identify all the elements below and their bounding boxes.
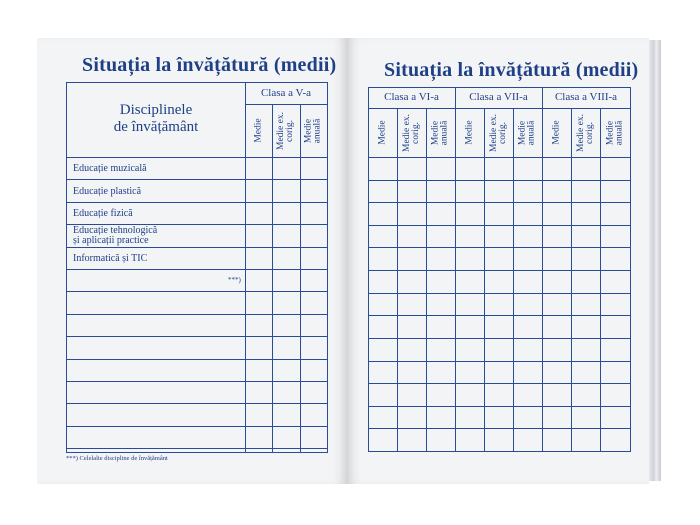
column-header-label: Medie: [253, 118, 264, 143]
row-divider: [66, 426, 327, 427]
column-header-label: Medie anuală: [303, 118, 323, 143]
row-divider: [66, 202, 327, 203]
column-header-label: Medie ex. corig.: [401, 113, 421, 152]
subject-label: Educație plastică: [73, 185, 142, 197]
row-divider: [368, 315, 630, 316]
row-divider: [66, 179, 327, 180]
row-divider: [368, 202, 630, 203]
table-left-border: [66, 82, 67, 452]
left-page-title: Situația la învățătură (medii): [82, 54, 337, 76]
row-divider: [368, 428, 630, 429]
class-header-underline: [368, 108, 630, 109]
right-page-title: Situația la învățătură (medii): [384, 59, 639, 81]
column-header-label: Medie: [464, 120, 475, 145]
subject-label: Informatică și TIC: [73, 252, 148, 264]
row-divider: [368, 383, 630, 384]
column-header-label: Medie ex. corig.: [488, 113, 508, 152]
column-divider: [455, 87, 456, 451]
row-divider: [368, 180, 630, 181]
row-divider: [368, 247, 630, 248]
table-left-border: [368, 87, 369, 451]
extra-subjects-marker: ***): [228, 276, 241, 284]
column-header-label: Medie ex. corig.: [575, 113, 595, 152]
row-divider: [368, 406, 630, 407]
header-bottom-line: [368, 157, 630, 158]
row-divider: [368, 361, 630, 362]
column-divider: [397, 108, 398, 451]
table-bottom-border: [368, 451, 631, 452]
class-label: Clasa a VIII-a: [554, 91, 618, 103]
disciplines-header: [68, 102, 244, 136]
table-top-border: [368, 87, 631, 88]
footnote: ***) Celelalte discipline de învățământ: [66, 455, 168, 462]
column-header-label: Medie anuală: [517, 120, 537, 145]
row-divider: [66, 448, 327, 449]
column-divider: [542, 87, 543, 451]
column-header-label: Medie anuală: [430, 120, 450, 145]
class-5-label: Clasa a V-a: [260, 87, 312, 99]
row-divider: [368, 293, 630, 294]
row-divider: [368, 225, 630, 226]
class-label: Clasa a VII-a: [469, 91, 528, 103]
table-bottom-border: [66, 452, 328, 453]
column-divider: [600, 108, 601, 451]
row-divider: [66, 403, 327, 404]
table-top-border: [66, 82, 328, 83]
class-label: Clasa a VI-a: [384, 91, 439, 103]
row-divider: [66, 381, 327, 382]
row-divider: [368, 338, 630, 339]
row-divider: [368, 270, 630, 271]
subject-label: Educație tehnologică și aplicații practice: [73, 225, 158, 247]
column-header-label: Medie: [551, 120, 562, 145]
column-header-label: Medie anuală: [604, 120, 624, 145]
right-page: [347, 38, 649, 484]
subject-label: Educație muzicală: [73, 163, 147, 175]
row-divider: [66, 247, 327, 248]
subject-label: Educație fizică: [73, 208, 133, 219]
discipline-column-divider: [245, 82, 246, 452]
column-header-label: Medie ex. corig.: [276, 111, 295, 150]
class-header-underline: [245, 104, 327, 105]
column-divider: [571, 108, 572, 451]
column-divider: [484, 108, 485, 451]
row-divider: [66, 314, 327, 315]
table-right-border: [327, 82, 328, 453]
row-divider: [66, 359, 327, 360]
disciplines-header-line-1: Disciplinele: [119, 102, 193, 118]
disciplines-header-line-2: de învățământ: [113, 119, 199, 135]
column-header-label: Medie: [377, 120, 388, 145]
row-divider: [66, 269, 327, 270]
header-bottom-line: [66, 157, 327, 158]
row-divider: [66, 336, 327, 337]
table-right-border: [630, 87, 631, 452]
column-divider: [426, 108, 427, 451]
row-divider: [66, 291, 327, 292]
page-edges: [649, 40, 661, 481]
column-divider: [513, 108, 514, 451]
